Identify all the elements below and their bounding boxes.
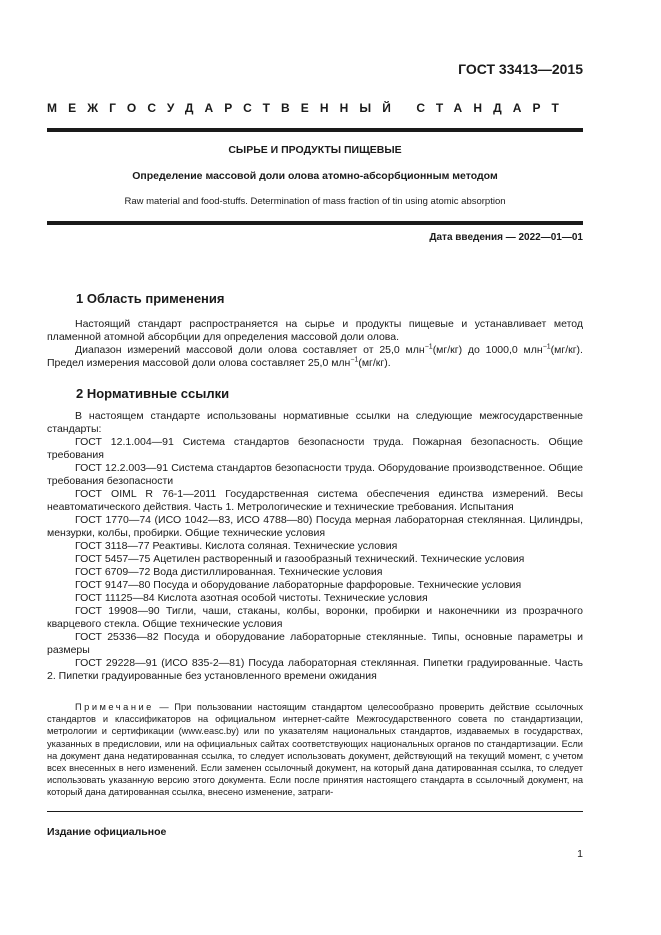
references-intro: В настоящем стандарте использованы нормативные ссылки на следующие межгосударственные стандарты: (47, 410, 583, 435)
title-bottom-rule (47, 221, 583, 225)
reference-item: ГОСТ 6709—72 Вода дистиллированная. Технические условия (75, 566, 383, 578)
reference-item: ГОСТ 1770—74 (ИСО 1042—83, ИСО 4788—80) Посуда мерная лабораторная стеклянная. Цилиндры, мензурки, колбы, пробирки. Общие технические условия (47, 514, 583, 539)
range-paragraph: Диапазон измерений массовой доли олова составляет от 25,0 млн$^{-1}$(мг/кг) до 1000,0 млн$^{-1}$(мг/кг). Предел измерения массовой доли олова составляет 25,0 млн$^{-1}$(мг/кг). (47, 343, 583, 369)
references-list (47, 436, 583, 683)
footer-rule (47, 811, 583, 812)
reference-item: ГОСТ 29228—91 (ИСО 835-2—81) Посуда лабораторная стеклянная. Пипетки градуированные. Часть 2. Пипетки градуированные без установленного времени ожидания (47, 657, 583, 682)
scope-paragraph: Настоящий стандарт распространяется на сырье и продукты пищевые и устанавливает метод пламенной атомной абсорбции для определения массовой доли олова. (47, 318, 583, 343)
reference-item: ГОСТ 3118—77 Реактивы. Кислота соляная. Технические условия (75, 540, 398, 552)
note-paragraph (47, 701, 583, 799)
note-text: — При пользовании настоящим стандартом целесообразно проверить действие ссылочных стандартов и классификаторов на официальном интернет-сайте Межгосударственного совета по стандартизации, метрологии и сертификации (www.easc.by) или по указателям национальных стандартов, издаваемых в государствах, указанных в предисловии, или на официальных сайтах соответствующих национальных органов по стандартизации. Если на документ дана недатированная ссылка, то следует использовать документ, действующий на текущий момент, с учетом всех внесенных в него изменений. Если заменен ссылочный документ, на который дана датированная ссылка, то следует использовать указанную версию этого документа. Если после принятия настоящего стандарта в ссылочный документ, на который дана датированная ссылка, внесено изменение, затраги- (47, 702, 583, 798)
english-title: Raw material and food-stuffs. Determination of mass fraction of tin using atomic absorption (124, 196, 506, 207)
introduction-date: Дата введения — 2022—01—01 (429, 232, 583, 243)
section-1-body (47, 318, 583, 370)
section-2-heading: 2 Нормативные ссылки (76, 386, 230, 401)
reference-item: ГОСТ 12.1.004—91 Система стандартов безопасности труда. Пожарная безопасность. Общие требования (47, 436, 583, 461)
standard-number: ГОСТ 33413—2015 (458, 61, 583, 77)
top-rule (47, 128, 583, 132)
reference-item: ГОСТ 12.2.003—91 Система стандартов безопасности труда. Оборудование производственное. Общие требования безопасности (47, 462, 583, 487)
main-title: СЫРЬЕ И ПРОДУКТЫ ПИЩЕВЫЕ (228, 144, 402, 156)
page-number: 1 (577, 848, 583, 860)
reference-item: ГОСТ 5457—75 Ацетилен растворенный и газообразный технический. Технические условия (75, 553, 525, 565)
reference-item: ГОСТ 19908—90 Тигли, чаши, стаканы, колбы, воронки, пробирки и наконечники из прозрачного кварцевого стекла. Общие технические условия (47, 605, 583, 630)
interstate-standard-label: МЕЖГОСУДАРСТВЕННЫЙ СТАНДАРТ (47, 101, 570, 115)
subtitle: Определение массовой доли олова атомно-абсорбционным методом (132, 170, 498, 182)
section-1-heading: 1 Область применения (76, 291, 225, 306)
reference-item: ГОСТ 9147—80 Посуда и оборудование лабораторные фарфоровые. Технические условия (75, 579, 522, 591)
reference-item: ГОСТ 25336—82 Посуда и оборудование лабораторные стеклянные. Типы, основные параметры и размеры (47, 631, 583, 656)
section-2-body (47, 410, 583, 683)
official-edition-label: Издание официальное (47, 826, 167, 838)
reference-item: ГОСТ 11125—84 Кислота азотная особой чистоты. Технические условия (75, 592, 428, 604)
note-label: Примечание (75, 702, 154, 712)
reference-item: ГОСТ OIML R 76-1—2011 Государственная система обеспечения единства измерений. Весы неавтоматического действия. Часть 1. Метрологические и технические требования. Испытания (47, 488, 583, 513)
